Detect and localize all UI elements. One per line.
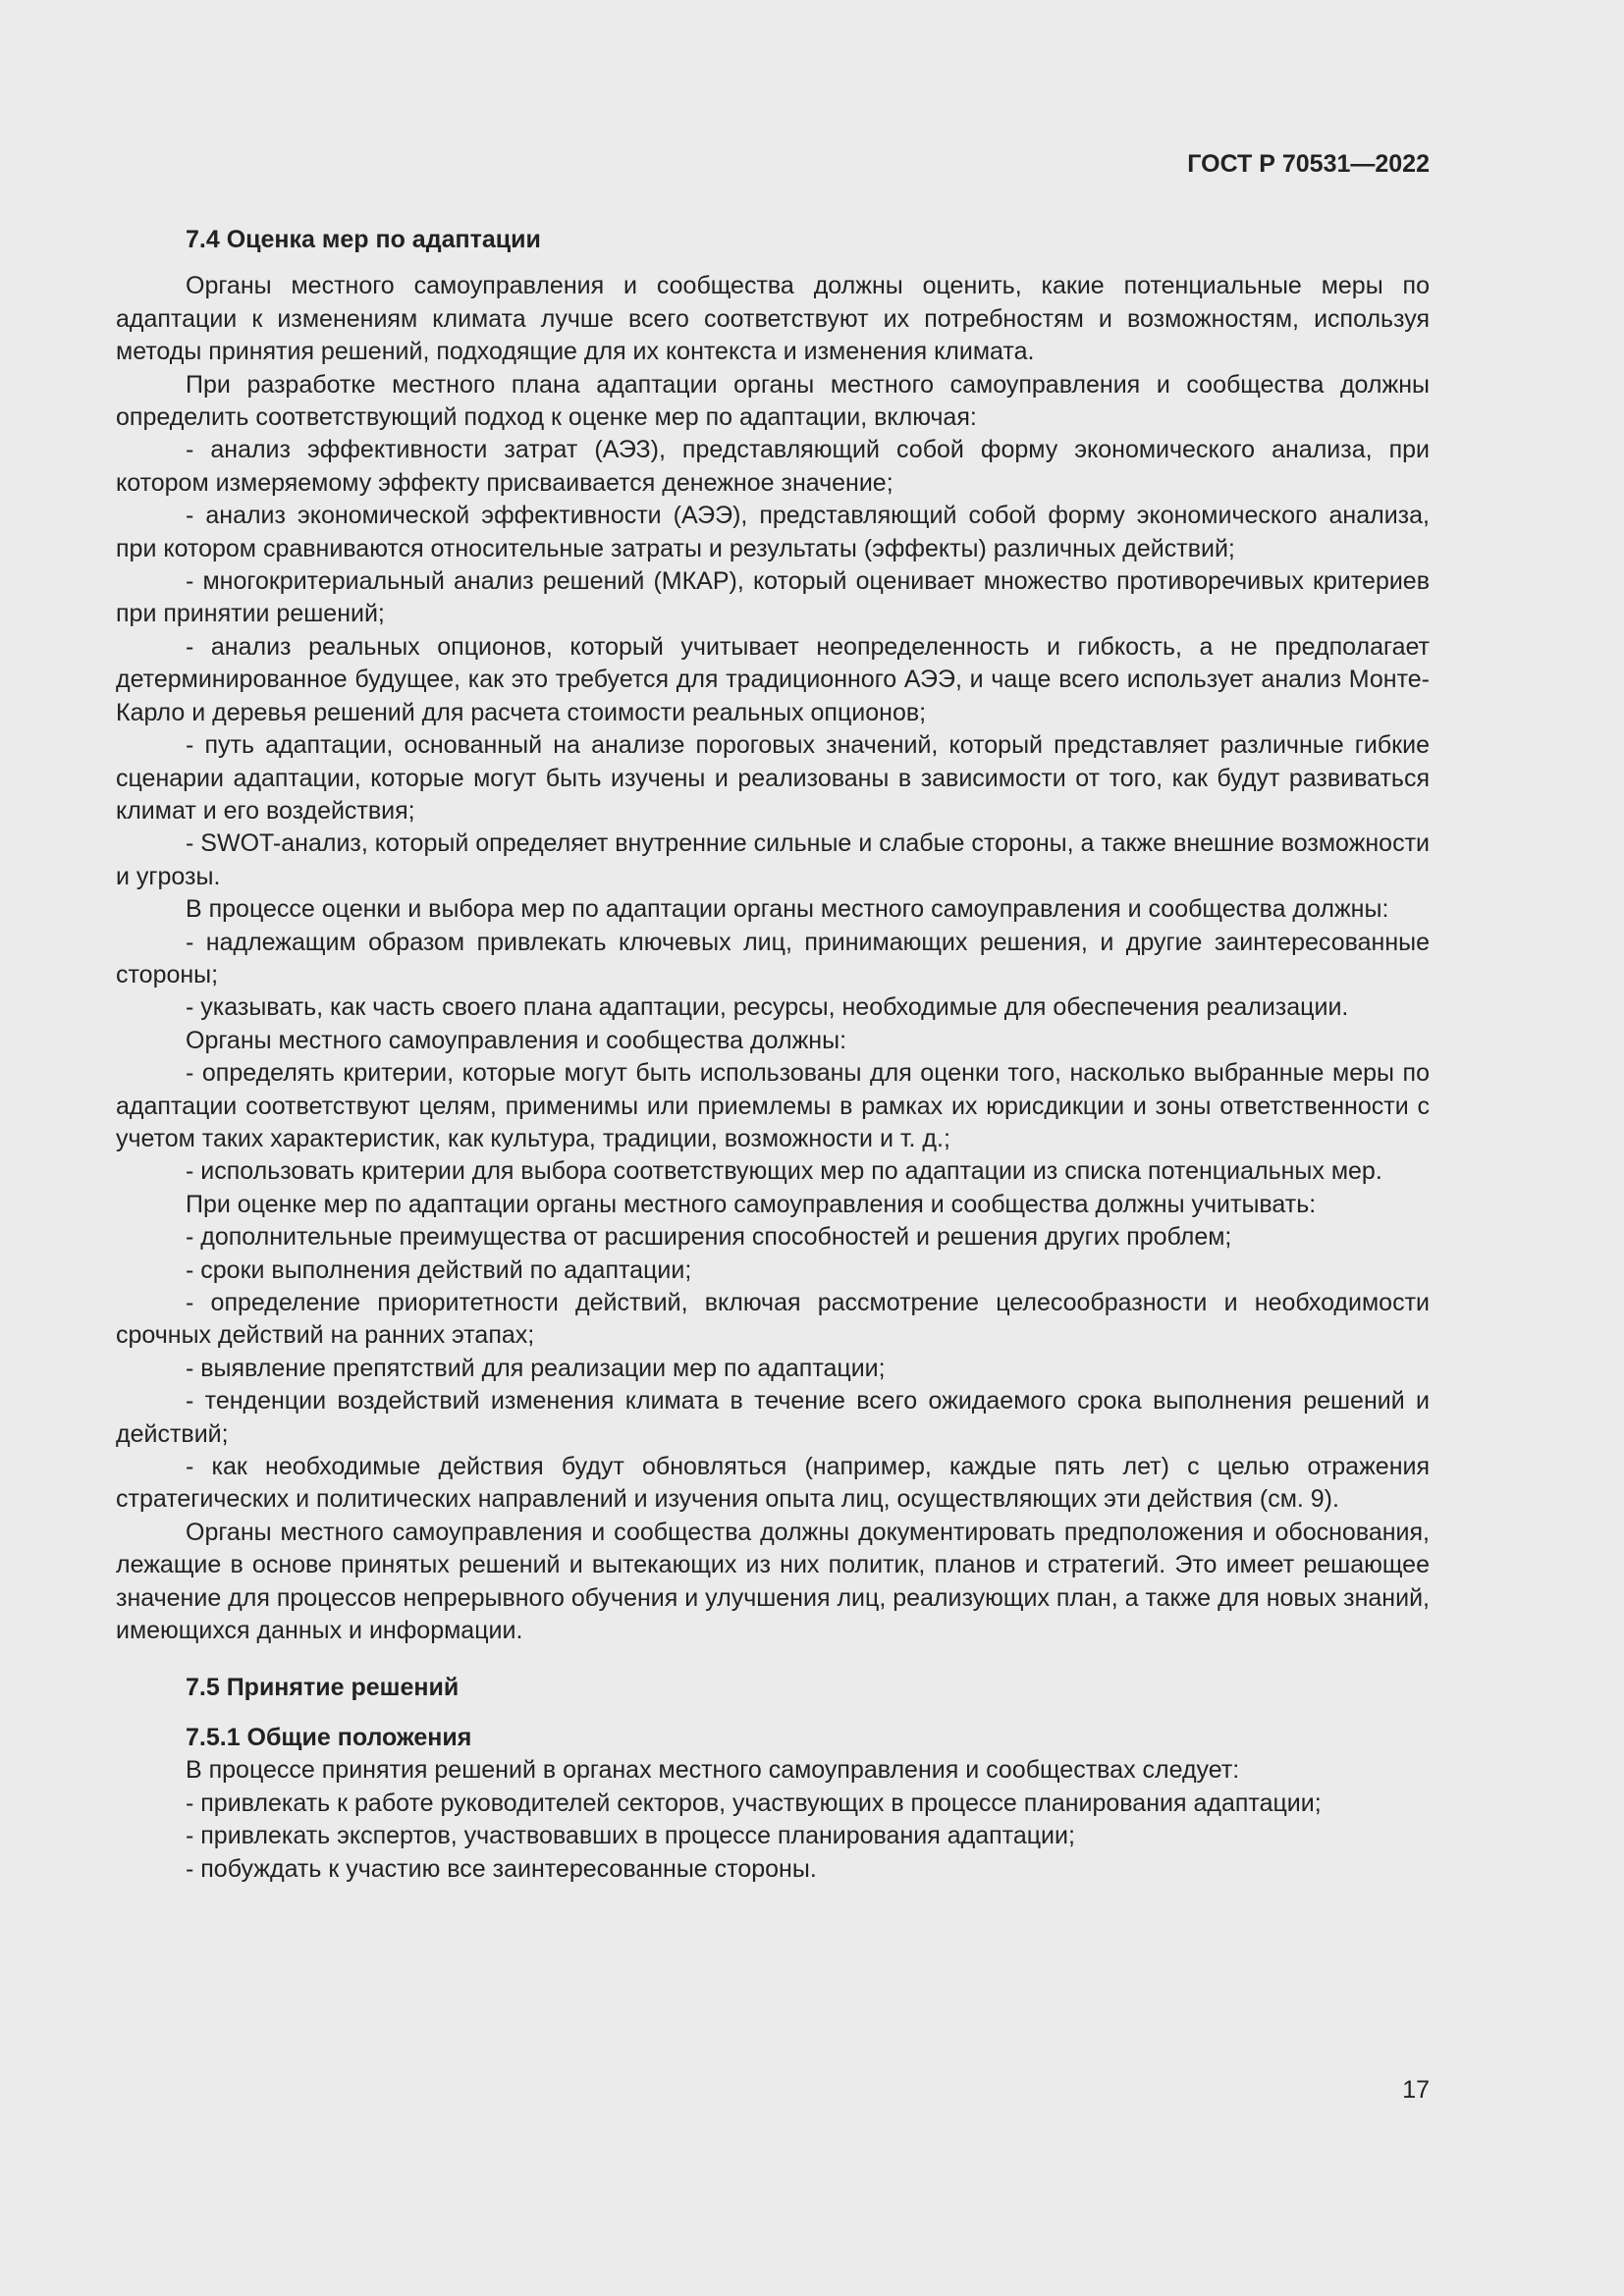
document-body [116, 224, 1430, 1886]
paragraph: Органы местного самоуправления и сообщества должны оценить, какие потенциальные меры по адаптации к изменениям климата лучше всего соответствуют их потребностям и возможностям, используя методы принятия решений, подходящие для их контекста и изменения климата. [116, 272, 1430, 366]
list-item: - как необходимые действия будут обновляться (например, каждые пять лет) с целью отражения стратегических и политических направлений и изучения опыта лиц, осуществляющих эти действия (см. 9). [116, 1453, 1430, 1514]
paragraph: Органы местного самоуправления и сообщества должны документировать предположения и обоснования, лежащие в основе принятых решений и вытекающих из них политик, планов и стратегий. Это имеет решающее значение для процессов непрерывного обучения и улучшения лиц, реализующих план, а также для новых знаний, имеющихся данных и информации. [116, 1518, 1430, 1645]
standard-code-header: ГОСТ Р 70531—2022 [1187, 150, 1430, 178]
subsection-heading-7-5-1: 7.5.1 Общие положения [186, 1723, 472, 1751]
list-item: - сроки выполнения действий по адаптации; [186, 1255, 692, 1284]
list-item: - использовать критерии для выбора соответствующих мер по адаптации из списка потенциальных мер. [186, 1157, 1382, 1186]
list-item: - путь адаптации, основанный на анализе пороговых значений, который представляет различные гибкие сценарии адаптации, которые могут быть изучены и реализованы в зависимости от того, как будут развиваться климат и его воздействия; [116, 731, 1430, 825]
section-heading-7-4: 7.4 Оценка мер по адаптации [186, 226, 541, 253]
list-item: - SWOT-анализ, который определяет внутренние сильные и слабые стороны, а также внешние возможности и угрозы. [116, 829, 1430, 890]
paragraph: При разработке местного плана адаптации органы местного самоуправления и сообщества должны определить соответствующий подход к оценке мер по адаптации, включая: [116, 370, 1430, 432]
list-item: - многокритериальный анализ решений (МКАР), который оценивает множество противоречивых критериев при принятии решений; [116, 567, 1430, 628]
criteria-list [116, 1057, 1430, 1189]
list-item: - указывать, как часть своего плана адаптации, ресурсы, необходимые для обеспечения реализации. [186, 993, 1349, 1022]
list-item: - анализ экономической эффективности (АЭЭ), представляющий собой форму экономического анализа, при котором сравниваются относительные затраты и результаты (эффекты) различных действий; [116, 502, 1430, 562]
paragraph: В процессе оценки и выбора мер по адаптации органы местного самоуправления и сообщества должны: [186, 895, 1389, 924]
list-item: - определять критерии, которые могут быть использованы для оценки того, насколько выбранные меры по адаптации соответствуют целям, применимы или приемлемы в рамках их юрисдикции и зоны ответственности с учетом таких характеристик, как культура, традиции, возможности и т. д.; [116, 1059, 1430, 1152]
list-item: - надлежащим образом привлекать ключевых лиц, принимающих решения, и другие заинтересованные стороны; [116, 928, 1430, 988]
selection-list [116, 927, 1430, 1025]
paragraph: При оценке мер по адаптации органы местного самоуправления и сообщества должны учитывать: [186, 1190, 1317, 1218]
decision-list [116, 1788, 1430, 1886]
list-item: - анализ эффективности затрат (АЭЗ), представляющий собой форму экономического анализа, при котором измеряемому эффекту присваивается денежное значение; [116, 436, 1430, 497]
list-item: - определение приоритетности действий, включая рассмотрение целесообразности и необходимости срочных действий на ранних этапах; [116, 1289, 1430, 1350]
section-heading-7-5: 7.5 Принятие решений [186, 1674, 460, 1702]
list-item: - анализ реальных опционов, который учитывает неопределенность и гибкость, а не предполагает детерминированное будущее, как это требуется для традиционного АЭЭ, и чаще всего использует анализ Монте-Карло и деревья решений для расчета стоимости реальных опционов; [116, 632, 1430, 726]
list-item: - дополнительные преимущества от расширения способностей и решения других проблем; [186, 1223, 1232, 1252]
consider-list [116, 1221, 1430, 1517]
page-number: 17 [1402, 2076, 1430, 2104]
list-item: - привлекать к работе руководителей секторов, участвующих в процессе планирования адаптации; [186, 1789, 1322, 1817]
list-item: - выявление препятствий для реализации мер по адаптации; [186, 1354, 886, 1382]
list-item: - тенденции воздействий изменения климата в течение всего ожидаемого срока выполнения решений и действий; [116, 1387, 1430, 1448]
paragraph: В процессе принятия решений в органах местного самоуправления и сообществах следует: [186, 1756, 1240, 1785]
list-item: - побуждать к участию все заинтересованные стороны. [186, 1854, 817, 1883]
list-item: - привлекать экспертов, участвовавших в процессе планирования адаптации; [186, 1822, 1075, 1850]
paragraph: Органы местного самоуправления и сообщества должны: [186, 1026, 847, 1054]
approaches-list [116, 434, 1430, 893]
